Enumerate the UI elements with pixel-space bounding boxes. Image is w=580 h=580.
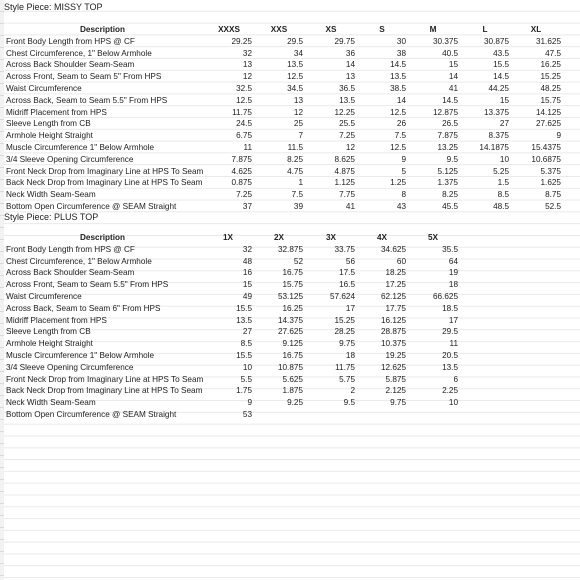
measurement-value: 15: [242, 280, 252, 290]
measurement-value: 32: [242, 48, 252, 58]
measurement-value: 17.75: [385, 303, 406, 313]
measurement-description: 3/4 Sleeve Opening Circumference: [6, 362, 134, 372]
table-row: [0, 350, 580, 362]
measurement-value: 27: [242, 327, 252, 337]
measurement-value: 10.875: [277, 362, 303, 372]
measurement-description: Back Neck Drop from Imaginary Line at HPS To Seam: [6, 178, 203, 188]
measurement-value: 7.875: [437, 131, 458, 141]
measurement-description: Muscle Circumference 1" Below Armhole: [6, 350, 155, 360]
measurement-value: 1.25: [390, 178, 406, 188]
measurement-value: 30.375: [432, 36, 458, 46]
measurement-value: 0.875: [231, 178, 252, 188]
table-row: [0, 256, 580, 268]
measurement-value: 14.1875: [479, 142, 509, 152]
measurement-value: 15.75: [540, 95, 561, 105]
measurement-value: 9.5: [343, 398, 355, 408]
measurement-description: Front Body Length from HPS @ CF: [6, 36, 135, 46]
column-header-size: L: [482, 25, 488, 34]
measurement-value: 9.5: [446, 154, 458, 164]
measurement-value: 11.75: [335, 362, 355, 372]
measurement-description: Bottom Open Circumference @ SEAM Straight: [6, 201, 177, 211]
column-header-size: M: [429, 25, 437, 34]
measurement-value: 38.5: [390, 83, 406, 93]
measurement-value: 17.25: [385, 280, 406, 290]
measurement-value: 12: [345, 142, 355, 152]
measurement-value: 32.5: [236, 83, 252, 93]
measurement-description: Neck Width Seam-Seam: [6, 190, 96, 200]
measurement-value: 53.125: [277, 291, 303, 301]
measurement-value: 31.625: [535, 36, 561, 46]
measurement-value: 13: [242, 60, 252, 70]
measurement-description: Waist Circumference: [6, 291, 82, 301]
table-row: [0, 385, 580, 397]
measurement-value: 34: [293, 48, 303, 58]
measurement-value: 12: [242, 72, 252, 82]
measurement-value: 15.5: [236, 303, 252, 313]
measurement-value: 40.5: [442, 48, 458, 58]
table-row: [0, 107, 580, 119]
measurement-value: 32: [242, 244, 252, 254]
measurement-description: Across Back Shoulder Seam-Seam: [6, 268, 135, 278]
column-header-size: XL: [530, 25, 542, 34]
measurement-value: 13: [293, 95, 303, 105]
measurement-value: 5.5: [240, 374, 252, 384]
measurement-value: 52.5: [545, 201, 561, 211]
measurement-value: 14.125: [535, 107, 561, 117]
measurement-value: 8: [401, 190, 406, 200]
missy-style-title: Style Piece: MISSY TOP: [4, 2, 103, 12]
measurement-value: 12.5: [390, 107, 406, 117]
measurement-value: 39: [293, 201, 303, 211]
column-header-size: XXS: [270, 25, 288, 34]
measurement-value: 33.75: [334, 244, 355, 254]
measurement-value: 48.25: [540, 83, 561, 93]
missy-header-row: [0, 24, 580, 36]
table-row: [0, 166, 580, 178]
measurement-value: 57.624: [329, 291, 355, 301]
measurement-value: 18: [448, 280, 458, 290]
measurement-value: 10: [499, 154, 509, 164]
measurement-value: 28.875: [380, 327, 406, 337]
measurement-description: Muscle Circumference 1" Below Armhole: [6, 142, 155, 152]
measurement-value: 9: [556, 131, 561, 141]
table-row: [0, 303, 580, 315]
measurement-value: 29.25: [231, 36, 252, 46]
measurement-value: 1.125: [334, 178, 355, 188]
measurement-value: 15.75: [282, 280, 303, 290]
measurement-value: 52: [293, 256, 303, 266]
measurement-value: 13.375: [483, 107, 509, 117]
measurement-value: 62.125: [380, 291, 406, 301]
measurement-value: 16.125: [380, 315, 406, 325]
measurement-value: 41: [448, 83, 458, 93]
measurement-description: Bottom Open Circumference @ SEAM Straight: [6, 409, 177, 419]
measurement-value: 64: [448, 256, 458, 266]
measurement-value: 2.125: [385, 386, 406, 396]
measurement-value: 25: [293, 119, 303, 129]
measurement-value: 41: [345, 201, 355, 211]
table-row: [0, 118, 580, 130]
measurement-value: 12.5: [390, 142, 406, 152]
measurement-value: 18.25: [385, 268, 406, 278]
measurement-value: 16.25: [540, 60, 561, 70]
measurement-description: 3/4 Sleeve Opening Circumference: [6, 154, 134, 164]
measurement-value: 14: [448, 72, 458, 82]
measurement-value: 13.5: [339, 95, 355, 105]
column-header-description: Description: [80, 233, 126, 242]
measurement-value: 7: [298, 131, 303, 141]
missy-size-table: [0, 24, 580, 213]
column-header-size: 5X: [427, 233, 438, 242]
measurement-value: 24.5: [236, 119, 252, 129]
measurement-value: 37: [242, 201, 252, 211]
measurement-value: 16.75: [282, 268, 303, 278]
measurement-value: 4.625: [231, 166, 252, 176]
measurement-value: 12: [293, 107, 303, 117]
table-row: [0, 244, 580, 256]
measurement-value: 6: [453, 374, 458, 384]
measurement-value: 8.25: [442, 190, 458, 200]
measurement-value: 11.5: [287, 142, 303, 152]
measurement-value: 8.5: [240, 339, 252, 349]
column-header-size: XS: [325, 25, 337, 34]
measurement-value: 6.75: [236, 131, 252, 141]
measurement-value: 36.5: [339, 83, 355, 93]
column-header-size: XXXS: [218, 25, 240, 34]
measurement-value: 5: [401, 166, 406, 176]
measurement-value: 7.5: [291, 190, 303, 200]
table-row: [0, 130, 580, 142]
measurement-value: 10.6875: [531, 154, 561, 164]
measurement-value: 38: [396, 48, 406, 58]
measurement-value: 14: [396, 95, 406, 105]
measurement-description: Midriff Placement from HPS: [6, 107, 107, 117]
measurement-value: 49: [242, 291, 252, 301]
measurement-value: 15.5: [236, 350, 252, 360]
plus-style-title: Style Piece: PLUS TOP: [4, 212, 99, 222]
table-row: [0, 267, 580, 279]
measurement-value: 13.25: [437, 142, 458, 152]
measurement-value: 4.875: [334, 166, 355, 176]
table-row: [0, 397, 580, 409]
measurement-value: 28.25: [334, 327, 355, 337]
table-row: [0, 95, 580, 107]
measurement-value: 15.25: [334, 315, 355, 325]
table-row: [0, 291, 580, 303]
measurement-value: 9: [247, 398, 252, 408]
measurement-value: 10: [448, 398, 458, 408]
measurement-description: Front Neck Drop from Imaginary Line at HPS To Seam: [6, 166, 204, 176]
table-row: [0, 142, 580, 154]
measurement-value: 9: [401, 154, 406, 164]
measurement-value: 7.75: [339, 190, 355, 200]
measurement-value: 8.5: [497, 190, 509, 200]
measurement-value: 43.5: [493, 48, 509, 58]
measurement-value: 26: [396, 119, 406, 129]
measurement-value: 13.5: [390, 72, 406, 82]
measurement-value: 15.5: [493, 60, 509, 70]
measurement-value: 15.25: [540, 72, 561, 82]
measurement-value: 11.75: [232, 107, 252, 117]
measurement-value: 8.25: [287, 154, 303, 164]
measurement-value: 19.25: [385, 350, 406, 360]
measurement-value: 12.625: [380, 362, 406, 372]
measurement-description: Across Front, Seam to Seam 5" From HPS: [6, 72, 162, 82]
measurement-value: 1.75: [236, 386, 252, 396]
measurement-value: 17: [345, 303, 355, 313]
table-row: [0, 59, 580, 71]
measurement-value: 30: [396, 36, 406, 46]
measurement-value: 16.25: [282, 303, 303, 313]
measurement-value: 11: [243, 142, 252, 152]
measurement-description: Front Neck Drop from Imaginary Line at HPS To Seam: [6, 374, 204, 384]
measurement-value: 14.5: [442, 95, 458, 105]
measurement-value: 5.25: [493, 166, 509, 176]
measurement-value: 8.625: [334, 154, 355, 164]
measurement-value: 1.875: [282, 386, 303, 396]
measurement-value: 34.625: [380, 244, 406, 254]
measurement-value: 13: [345, 72, 355, 82]
table-row: [0, 36, 580, 48]
measurement-description: Sleeve Length from CB: [6, 327, 91, 337]
measurement-value: 12.25: [334, 107, 355, 117]
measurement-value: 36: [345, 48, 355, 58]
plus-header-row: [0, 232, 580, 244]
measurement-description: Armhole Height Straight: [6, 339, 93, 349]
measurement-value: 12.875: [432, 107, 458, 117]
measurement-value: 5.75: [339, 374, 355, 384]
table-row: [0, 154, 580, 166]
measurement-value: 14.375: [277, 315, 303, 325]
measurement-value: 5.625: [282, 374, 303, 384]
measurement-value: 16.5: [339, 280, 355, 290]
measurement-description: Armhole Height Straight: [6, 131, 93, 141]
measurement-value: 9.75: [339, 339, 355, 349]
measurement-value: 13.5: [236, 315, 252, 325]
measurement-value: 12.5: [236, 95, 252, 105]
measurement-value: 14: [345, 60, 355, 70]
measurement-value: 7.5: [394, 131, 406, 141]
table-row: [0, 326, 580, 338]
measurement-value: 27.625: [277, 327, 303, 337]
measurement-value: 4.75: [287, 166, 303, 176]
measurement-value: 18.5: [442, 303, 458, 313]
table-row: [0, 201, 580, 213]
measurement-value: 5.375: [540, 166, 561, 176]
table-row: [0, 362, 580, 374]
measurement-value: 14.5: [390, 60, 406, 70]
measurement-value: 56: [345, 256, 355, 266]
measurement-value: 48.5: [493, 201, 509, 211]
measurement-value: 29.5: [287, 36, 303, 46]
measurement-value: 17.5: [339, 268, 355, 278]
measurement-description: Back Neck Drop from Imaginary Line at HPS To Seam: [6, 386, 203, 396]
measurement-value: 45.5: [442, 201, 458, 211]
table-row: [0, 338, 580, 350]
measurement-value: 44.25: [488, 83, 509, 93]
measurement-value: 8.75: [545, 190, 561, 200]
measurement-value: 53: [242, 409, 252, 419]
measurement-value: 5.875: [385, 374, 406, 384]
measurement-value: 27: [499, 119, 509, 129]
measurement-value: 10.375: [380, 339, 406, 349]
column-header-size: 4X: [376, 233, 387, 242]
measurement-description: Chest Circumference, 1" Below Armhole: [6, 256, 152, 266]
measurement-description: Waist Circumference: [6, 83, 82, 93]
table-row: [0, 48, 580, 60]
table-row: [0, 315, 580, 327]
table-row: [0, 83, 580, 95]
measurement-value: 13.5: [287, 60, 303, 70]
table-row: [0, 189, 580, 201]
measurement-description: Across Front, Seam to Seam 5.5" From HPS: [6, 280, 169, 290]
measurement-value: 17: [448, 315, 458, 325]
measurement-value: 47.5: [545, 48, 561, 58]
measurement-value: 20.5: [442, 350, 458, 360]
plus-size-table: [0, 232, 580, 421]
measurement-value: 25.5: [339, 119, 355, 129]
table-row: [0, 279, 580, 291]
measurement-value: 11: [449, 339, 458, 349]
measurement-value: 34.5: [287, 83, 303, 93]
column-header-size: S: [379, 25, 385, 34]
measurement-value: 2.25: [442, 386, 458, 396]
measurement-value: 16: [242, 268, 252, 278]
measurement-value: 1.375: [437, 178, 458, 188]
measurement-value: 18: [345, 350, 355, 360]
column-header-description: Description: [80, 25, 126, 34]
measurement-value: 15: [499, 95, 509, 105]
measurement-value: 16.75: [282, 350, 303, 360]
measurement-description: Across Back, Seam to Seam 5.5" From HPS: [6, 95, 168, 105]
measurement-value: 26.5: [442, 119, 458, 129]
measurement-description: Chest Circumference, 1" Below Armhole: [6, 48, 152, 58]
measurement-value: 29.75: [334, 36, 355, 46]
measurement-value: 66.625: [432, 291, 458, 301]
column-header-size: 1X: [222, 233, 233, 242]
measurement-value: 8.375: [488, 131, 509, 141]
measurement-value: 15.4375: [531, 142, 561, 152]
measurement-value: 7.25: [339, 131, 355, 141]
measurement-value: 60: [396, 256, 406, 266]
measurement-value: 14.5: [493, 72, 509, 82]
measurement-description: Across Back Shoulder Seam-Seam: [6, 60, 135, 70]
measurement-value: 19: [448, 268, 458, 278]
column-header-size: 2X: [273, 233, 284, 242]
measurement-value: 1.5: [497, 178, 509, 188]
measurement-value: 9.125: [282, 339, 303, 349]
measurement-value: 48: [242, 256, 252, 266]
measurement-value: 5.125: [437, 166, 458, 176]
column-header-size: 3X: [325, 233, 336, 242]
measurement-value: 10: [242, 362, 252, 372]
measurement-value: 15: [448, 60, 458, 70]
measurement-description: Front Body Length from HPS @ CF: [6, 244, 135, 254]
measurement-value: 7.875: [231, 154, 252, 164]
measurement-value: 35.5: [442, 244, 458, 254]
table-row: [0, 409, 580, 421]
table-row: [0, 177, 580, 189]
measurement-value: 29.5: [442, 327, 458, 337]
measurement-value: 7.25: [236, 190, 252, 200]
measurement-value: 43: [396, 201, 406, 211]
measurement-value: 9.25: [287, 398, 303, 408]
measurement-value: 32.875: [277, 244, 303, 254]
measurement-value: 9.75: [390, 398, 406, 408]
measurement-description: Neck Width Seam-Seam: [6, 398, 96, 408]
measurement-value: 30.875: [483, 36, 509, 46]
measurement-value: 27.625: [535, 119, 561, 129]
measurement-value: 12.5: [287, 72, 303, 82]
measurement-value: 1: [298, 178, 303, 188]
table-row: [0, 374, 580, 386]
measurement-value: 2: [350, 386, 355, 396]
table-row: [0, 71, 580, 83]
measurement-description: Sleeve Length from CB: [6, 119, 91, 129]
measurement-value: 13.5: [442, 362, 458, 372]
measurement-description: Midriff Placement from HPS: [6, 315, 107, 325]
measurement-description: Across Back, Seam to Seam 6" From HPS: [6, 303, 161, 313]
measurement-value: 1.625: [540, 178, 561, 188]
